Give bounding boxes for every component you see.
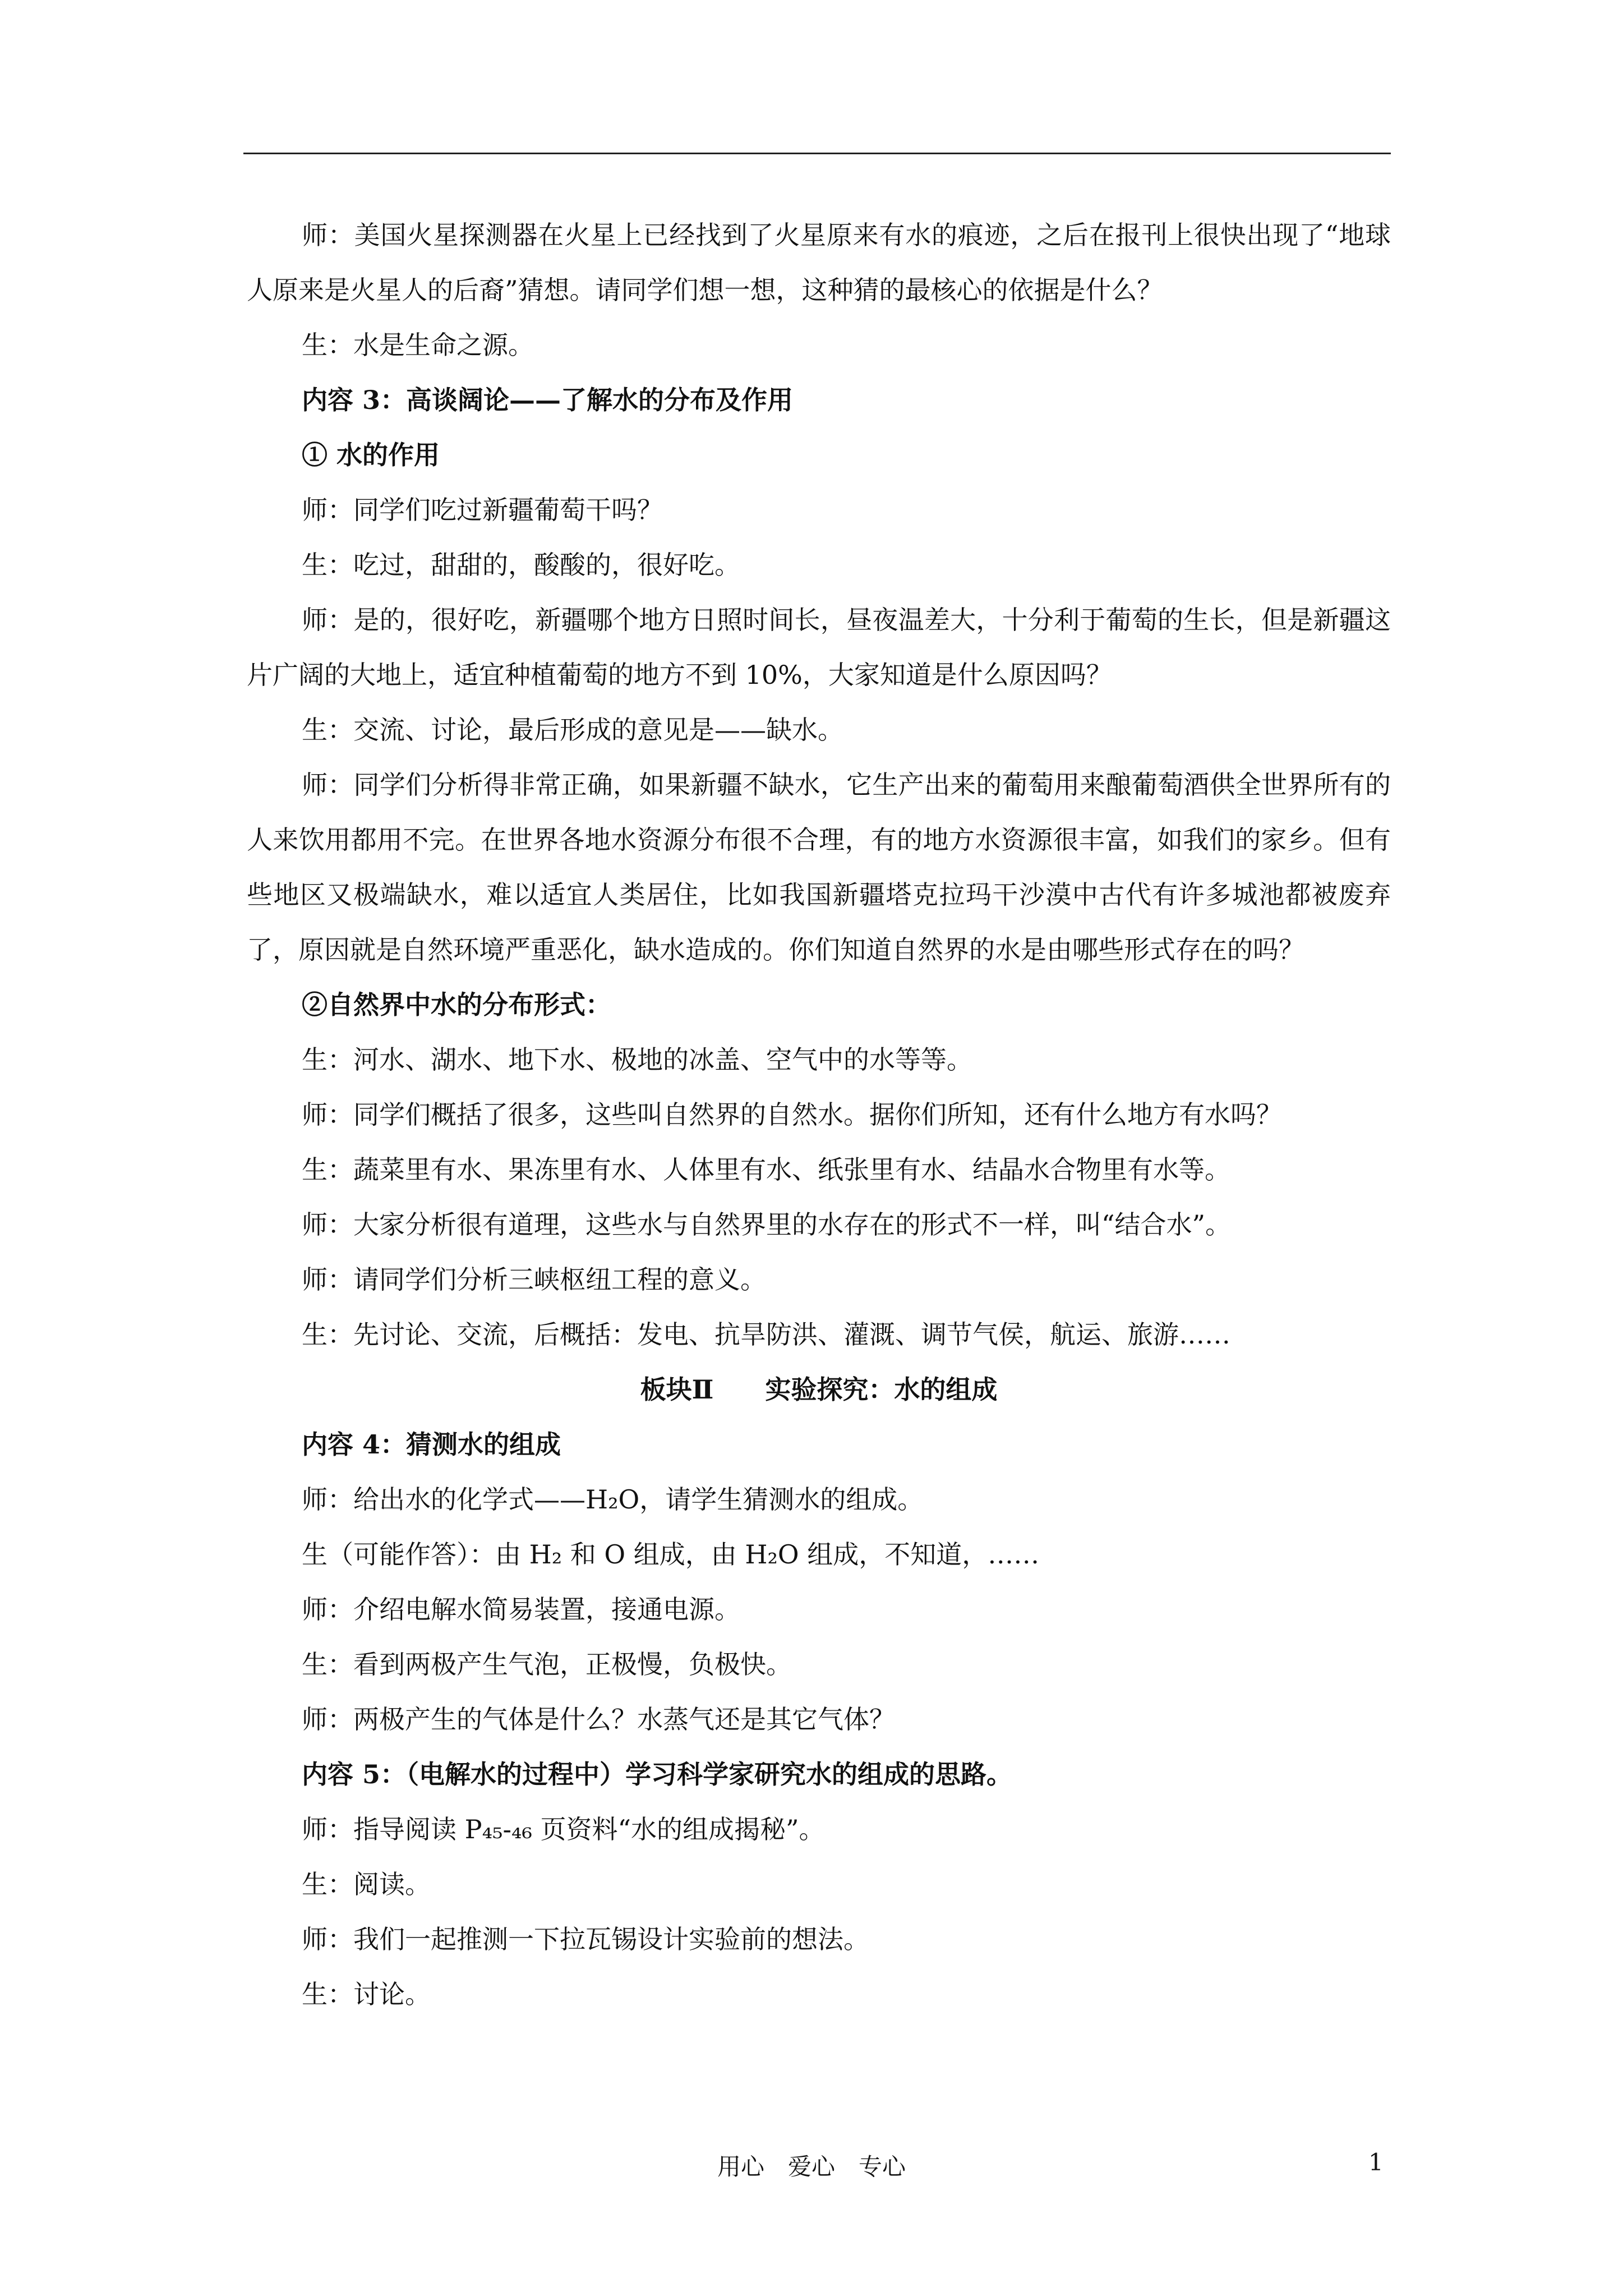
paragraph: 生：交流、讨论，最后形成的意见是——缺水。 (302, 715, 843, 745)
paragraph: 生：看到两极产生气泡，正极慢，负极快。 (302, 1649, 792, 1680)
paragraph: 师：同学们分析得非常正确，如果新疆不缺水，它生产出来的葡萄用来酿葡萄酒供全世界所有的人来饮用都用不完。在世界各地水资源分布很不合理，有的地方水资源很丰富，如我们的家乡。但有些地区又极端缺水，难以适宜人类居住，比如我国新疆塔克拉玛干沙漠中古代有许多城池都被废弃了，原因就是自然环境严重恶化，缺水造成的。你们知道自然界的水是由哪些形式存在的吗？ (247, 770, 1391, 965)
content-heading: 内容 5：（电解水的过程中）学习科学家研究水的组成的思路。 (302, 1759, 1013, 1789)
paragraph: 师：同学们概括了很多，这些叫自然界的自然水。据你们所知，还有什么地方有水吗？ (302, 1099, 1282, 1130)
header-rule (243, 153, 1391, 154)
body-text (247, 208, 1391, 2022)
paragraph: 生：河水、湖水、地下水、极地的冰盖、空气中的水等等。 (302, 1045, 972, 1075)
content-heading: 内容 4：猜测水的组成 (302, 1429, 561, 1460)
sub-heading: ②自然界中水的分布形式： (302, 990, 611, 1020)
paragraph: 师：指导阅读 P₄₅-₄₆ 页资料“水的组成揭秘”。 (302, 1814, 825, 1844)
footer-motto: 用心 爱心 专心 (717, 2153, 906, 2180)
paragraph: 师：我们一起推测一下拉瓦锡设计实验前的想法。 (302, 1924, 869, 1954)
page-number: 1 (1368, 2148, 1384, 2176)
section-heading: 板块Ⅱ 实验探究：水的组成 (640, 1374, 998, 1405)
paragraph: 生：蔬菜里有水、果冻里有水、人体里有水、纸张里有水、结晶水合物里有水等。 (302, 1154, 1230, 1185)
paragraph: 师：给出水的化学式——H₂O，请学生猜测水的组成。 (302, 1484, 924, 1515)
paragraph: 师：大家分析很有道理，这些水与自然界里的水存在的形式不一样，叫“结合水”。 (302, 1209, 1232, 1240)
paragraph: 生：水是生命之源。 (302, 330, 534, 360)
paragraph: 师：同学们吃过新疆葡萄干吗？ (302, 495, 663, 525)
paragraph: 生：阅读。 (302, 1869, 431, 1899)
sub-heading: ① 水的作用 (302, 440, 440, 470)
paragraph: 师：是的，很好吃，新疆哪个地方日照时间长，昼夜温差大，十分利于葡萄的生长，但是新疆这片广阔的大地上，适宜种植葡萄的地方不到 10%，大家知道是什么原因吗？ (247, 605, 1391, 690)
content-heading: 内容 3：高谈阔论——了解水的分布及作用 (302, 385, 794, 415)
paragraph: 师：两极产生的气体是什么？水蒸气还是其它气体？ (302, 1704, 895, 1734)
paragraph: 生：先讨论、交流，后概括：发电、抗旱防洪、灌溉、调节气侯，航运、旅游…… (302, 1319, 1230, 1350)
paragraph: 生：吃过，甜甜的，酸酸的，很好吃。 (302, 550, 740, 580)
paragraph: 师：请同学们分析三峡枢纽工程的意义。 (302, 1264, 766, 1295)
paragraph: 生（可能作答）：由 H₂ 和 O 组成，由 H₂O 组成，不知道，…… (302, 1539, 1040, 1570)
paragraph: 生：讨论。 (302, 1979, 431, 2009)
paragraph: 师：美国火星探测器在火星上已经找到了火星原来有水的痕迹，之后在报刊上很快出现了“地球人原来是火星人的后裔”猜想。请同学们想一想，这种猜的最核心的依据是什么？ (247, 220, 1391, 305)
paragraph: 师：介绍电解水简易装置，接通电源。 (302, 1594, 740, 1625)
